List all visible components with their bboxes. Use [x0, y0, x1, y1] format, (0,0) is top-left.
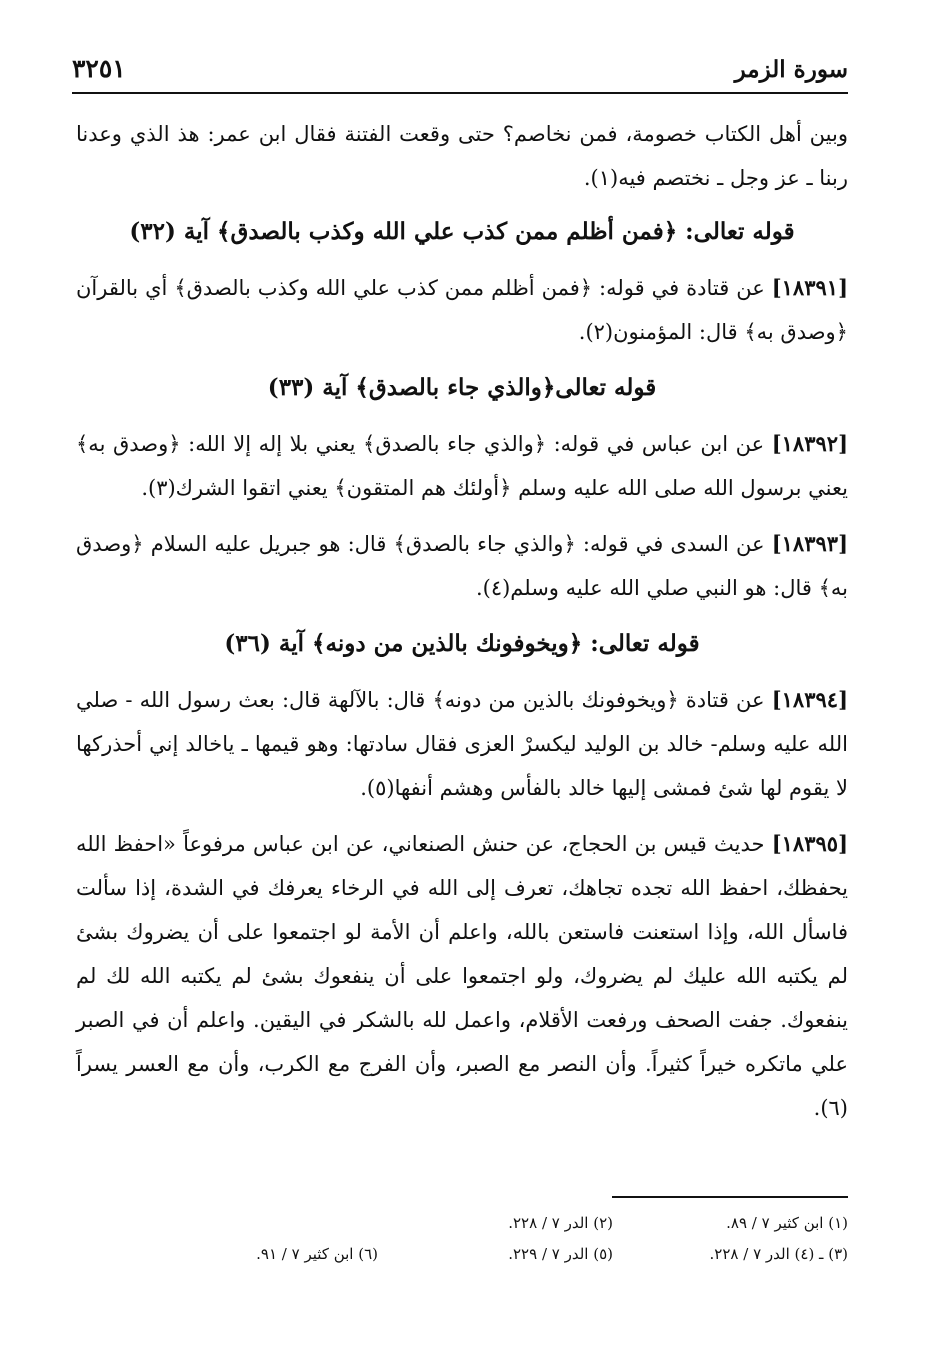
footnote-6: (٦) ابن كثير ٧ / ٩١. [256, 1245, 378, 1263]
hadith-number: [١٨٣٩٥] [771, 831, 848, 856]
footnote-5: (٥) الدر ٧ / ٢٢٩. [508, 1245, 613, 1263]
paragraph-text: عن قتادة ﴿ويخوفونك بالذين من دونه﴾ قال: بالآلهة قال: بعث رسول الله - صلي الله عليه وسلم- خالد بن الوليد ليكسرْ العزى فقال سادتها: وهو قيمها ـ ياخالد إني أحذركها لا يقوم لها شئ فمشى إليها خالد بالفأس وهشم أنفها(٥). [76, 688, 848, 800]
paragraph-text: عن السدى في قوله: ﴿والذي جاء بالصدق﴾ قال: هو جبريل عليه السلام ﴿وصدق به﴾ قال: هو النبي صلي الله عليه وسلم(٤). [76, 532, 848, 600]
running-header [72, 52, 848, 94]
page-number: ٣٢٥١ [72, 54, 126, 83]
footnote-row [76, 1239, 848, 1270]
footnotes [76, 1196, 848, 1270]
footnote-row [76, 1208, 848, 1239]
main-text [76, 112, 848, 1142]
verse-heading-36: قوله تعالى: ﴿ويخوفونك بالذين من دونه﴾ آية (٣٦) [224, 630, 700, 657]
footnote-divider [612, 1196, 848, 1198]
hadith-18394 [76, 678, 848, 810]
footnote-2: (٢) الدر ٧ / ٢٢٨. [508, 1214, 613, 1232]
hadith-number: [١٨٣٩٣] [771, 531, 848, 556]
paragraph-text: عن قتادة في قوله: ﴿فمن أظلم ممن كذب علي الله وكذب بالصدق﴾ أي بالقرآن ﴿وصدق به﴾ قال: المؤمنون(٢). [76, 276, 848, 344]
paragraph-text: وبين أهل الكتاب خصومة، فمن نخاصم؟ حتى وقعت الفتنة فقال ابن عمر: هذ الذي وعدنا ربنا ـ عز وجل ـ نختصم فيه(١). [76, 122, 848, 190]
paragraph-text: عن ابن عباس في قوله: ﴿والذي جاء بالصدق﴾ يعني بلا إله إلا الله: ﴿وصدق به﴾ يعني برسول الله صلى الله عليه وسلم ﴿أولئك هم المتقون﴾ يعني اتقوا الشرك(٣). [76, 432, 848, 500]
verse-heading-32: قوله تعالى: ﴿فمن أظلم ممن كذب علي الله وكذب بالصدق﴾ آية (٣٢) [129, 218, 795, 245]
paragraph-text: حديث قيس بن الحجاج، عن حنش الصنعاني، عن ابن عباس مرفوعاً «احفظ الله يحفظك، احفظ الله تجده تجاهك، تعرف إلى الله في الرخاء يعرفك في الشدة، إذا سألت فاسأل الله، وإذا استعنت فاستعن بالله، واعلم أن الأمة لو اجتمعوا على أن يضروك بشئ لم يكتبه الله عليك لم يضروك، ولو اجتمعوا على أن ينفعوك بشئ لم يكتبه الله لك لم ينفعوك. جفت الصحف ورفعت الأقلام، واعمل لله بالشكر في اليقين. واعلم أن في الصبر علي ماتكره خيراً كثيراً. وأن النصر مع الصبر، وأن الفرج مع الكرب، وأن مع العسر يسراً (٦). [76, 832, 848, 1120]
hadith-number: [١٨٣٩٢] [771, 431, 848, 456]
hadith-18393 [76, 522, 848, 610]
hadith-18391 [76, 266, 848, 354]
hadith-18395 [76, 822, 848, 1130]
footnote-1: (١) ابن كثير ٧ / ٨٩. [726, 1214, 848, 1232]
footnote-3-4: (٣) ـ (٤) الدر ٧ / ٢٢٨. [709, 1245, 848, 1263]
hadith-18392 [76, 422, 848, 510]
hadith-number: [١٨٣٩١] [771, 275, 848, 300]
hadith-number: [١٨٣٩٤] [771, 687, 848, 712]
verse-heading-33: قوله تعالى﴿والذي جاء بالصدق﴾ آية (٣٣) [267, 374, 657, 401]
paragraph-continuation [76, 112, 848, 200]
surah-title: سورة الزمر [734, 56, 848, 83]
